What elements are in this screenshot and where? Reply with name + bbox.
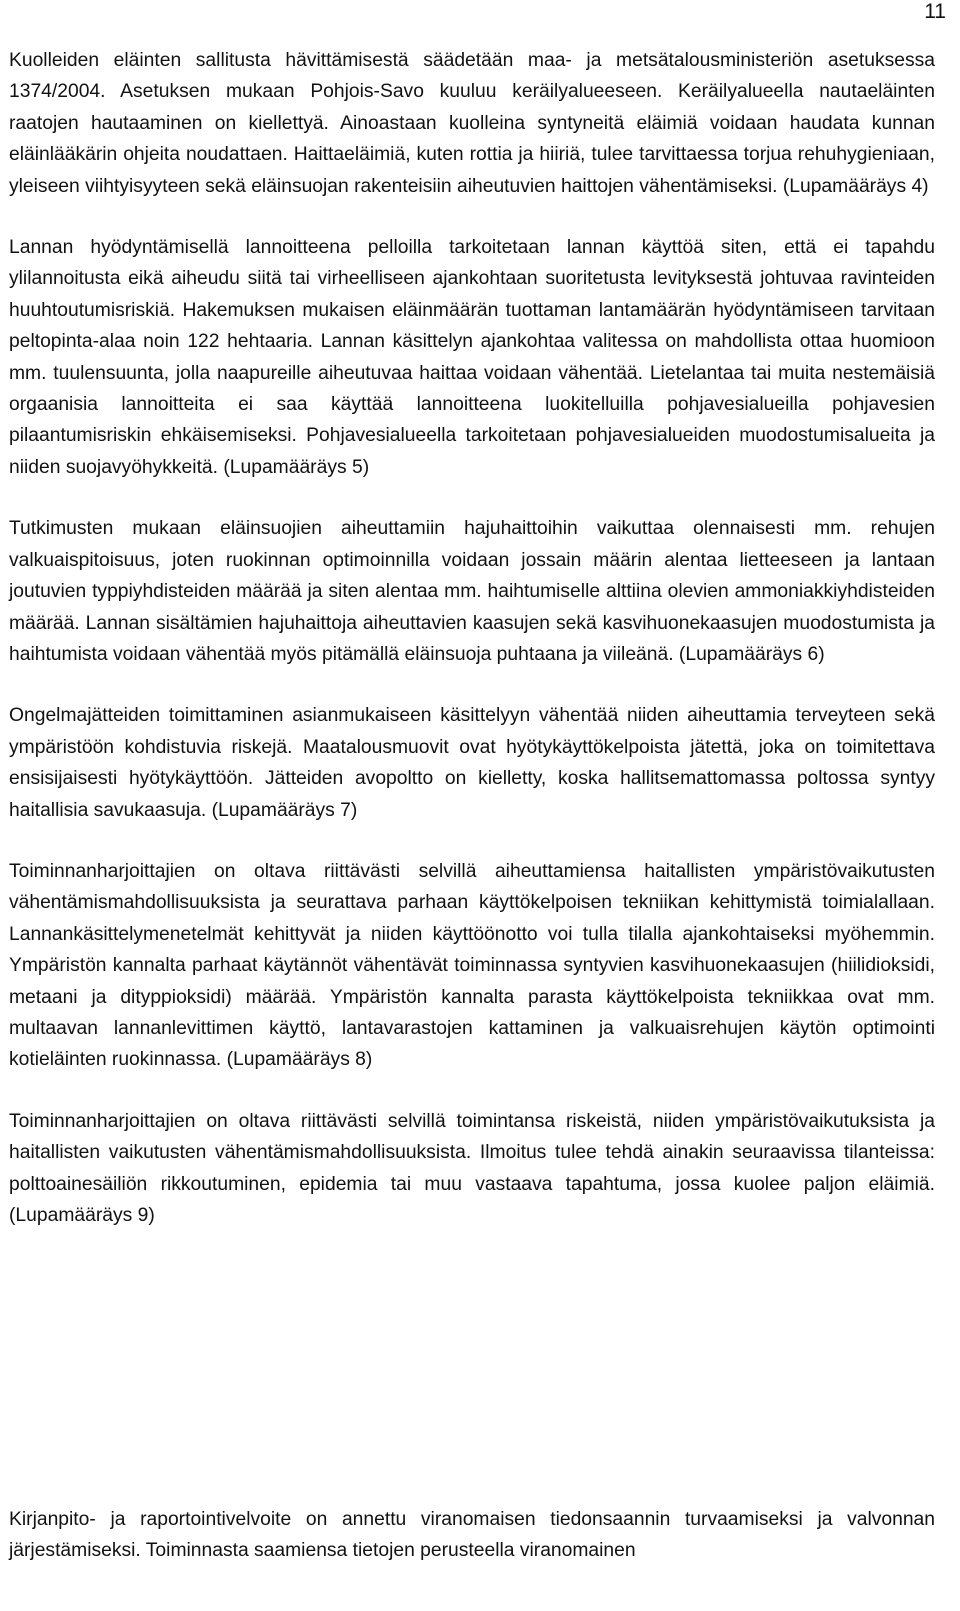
paragraph-odour-nuisance: Tutkimusten mukaan eläinsuojien aiheuttamiin hajuhaittoihin vaikuttaa olennaisesti mm. rehujen valkuaispitoisuus, joten ruokinnan optimoinnilla voidaan jossain määrin alentaa lietteeseen ja lantaan joutuvien typpiyhdisteiden määrää ja siten alentaa mm. haihtumiselle alttiina olevien ammoniakkiyhdisteiden määrää. Lannan sisältämien hajuhaittoja aiheuttavien kaasujen sekä kasvihuonekaasujen muodostumista ja haihtumista voidaan vähentää myös pitämällä eläinsuoja puhtaana ja viileänä. (Lupamääräys 6) — [9, 518, 935, 665]
paragraph-carcass-disposal: Kuolleiden eläinten sallitusta hävittämisestä säädetään maa- ja metsätalousministeriön asetuksessa 1374/2004. Asetuksen mukaan Pohjois-Savo kuuluu keräilyalueeseen. Keräilyalueella nautaeläinten raatojen hautaaminen on kiellettyä. Ainoastaan kuolleina syntyneitä eläimiä voidaan haudata kunnan eläinlääkärin ohjeita noudattaen. Haittaeläimiä, kuten rottia ja hiiriä, tulee tarvittaessa torjua rehuhygieniaan, yleiseen viihtyisyyteen sekä eläinsuojan rakenteisiin aiheutuvien haittojen vähentämiseksi. (Lupamääräys 4) — [9, 50, 935, 197]
page-number: 11 — [924, 0, 946, 23]
paragraph-risk-awareness: Toiminnanharjoittajien on oltava riittävästi selvillä toimintansa riskeistä, niiden ympäristövaikutuksista ja haitallisten vaikutusten vähentämismahdollisuuksista. Ilmoitus tulee tehdä ainakin seuraavissa tilanteissa: polttoainesäiliön rikkoutuminen, epidemia tai muu vastaava tapahtuma, jossa kuolee paljon eläimiä. (Lupamääräys 9) — [9, 1110, 935, 1226]
document-body-continued — [9, 1504, 935, 1567]
paragraph-best-available-technique: Toiminnanharjoittajien on oltava riittävästi selvillä aiheuttamiensa haitallisten ympäristövaikutusten vähentämismahdollisuuksista ja seurattava parhaan käyttökelpoisen tekniikan kehittymistä toimialallaan. Lannankäsittelymenetelmät kehittyvät ja niiden käyttöönotto voi tulla tilalla ajankohtaiseksi myöhemmin. Ympäristön kannalta parhaat käytännöt vähentävät toiminnassa syntyvien kasvihuonekaasujen (hiilidioksidi, metaani ja dityppioksidi) määrää. Ympäristön kannalta parasta käyttökelpoista tekniikkaa ovat mm. multaavan lannanlevittimen käyttö, lantavarastojen kattaminen ja valkuaisrehujen käytön optimointi kotieläinten ruokinnassa. (Lupamääräys 8) — [9, 860, 935, 1071]
paragraph-record-keeping: Kirjanpito- ja raportointivelvoite on annettu viranomaisen tiedonsaannin turvaamiseksi ja valvonnan järjestämiseksi. Toiminnasta saamiensa tietojen perusteella viranomainen — [9, 1509, 935, 1562]
paragraph-manure-use: Lannan hyödyntämisellä lannoitteena pelloilla tarkoitetaan lannan käyttöä siten, että ei tapahdu ylilannoitusta eikä aiheudu siitä tai virheelliseen ajankohtaan suoritetusta levityksestä johtuvaa ravinteiden huuhtoutumisriskiä. Hakemuksen mukaisen eläinmäärän tuottaman lantamäärän hyödyntämiseen tarvitaan peltopinta-alaa noin 122 hehtaaria. Lannan käsittelyn ajankohtaa valitessa on mahdollista ottaa huomioon mm. tuulensuunta, jolla naapureille aiheutuvaa haittaa voidaan vähentää. Lietelantaa tai muita nestemäisiä orgaanisia lannoitteita ei saa käyttää lannoitteena luokitelluilla pohjavesialueilla pohjavesien pilaantumisriskin ehkäisemiseksi. Pohjavesialueella tarkoitetaan pohjavesialueiden muodostumisalueita ja niiden suojavyöhykkeitä. (Lupamääräys 5) — [9, 237, 935, 478]
document-body — [9, 45, 935, 1231]
paragraph-hazardous-waste: Ongelmajätteiden toimittaminen asianmukaiseen käsittelyyn vähentää niiden aiheuttamia terveyteen sekä ympäristöön kohdistuvia riskejä. Maatalousmuovit ovat hyötykäyttökelpoista jätettä, joka on toimitettava ensisijaisesti hyötykäyttöön. Jätteiden avopoltto on kielletty, koska hallitsemattomassa poltossa syntyy haitallisia savukaasuja. (Lupamääräys 7) — [9, 705, 935, 821]
